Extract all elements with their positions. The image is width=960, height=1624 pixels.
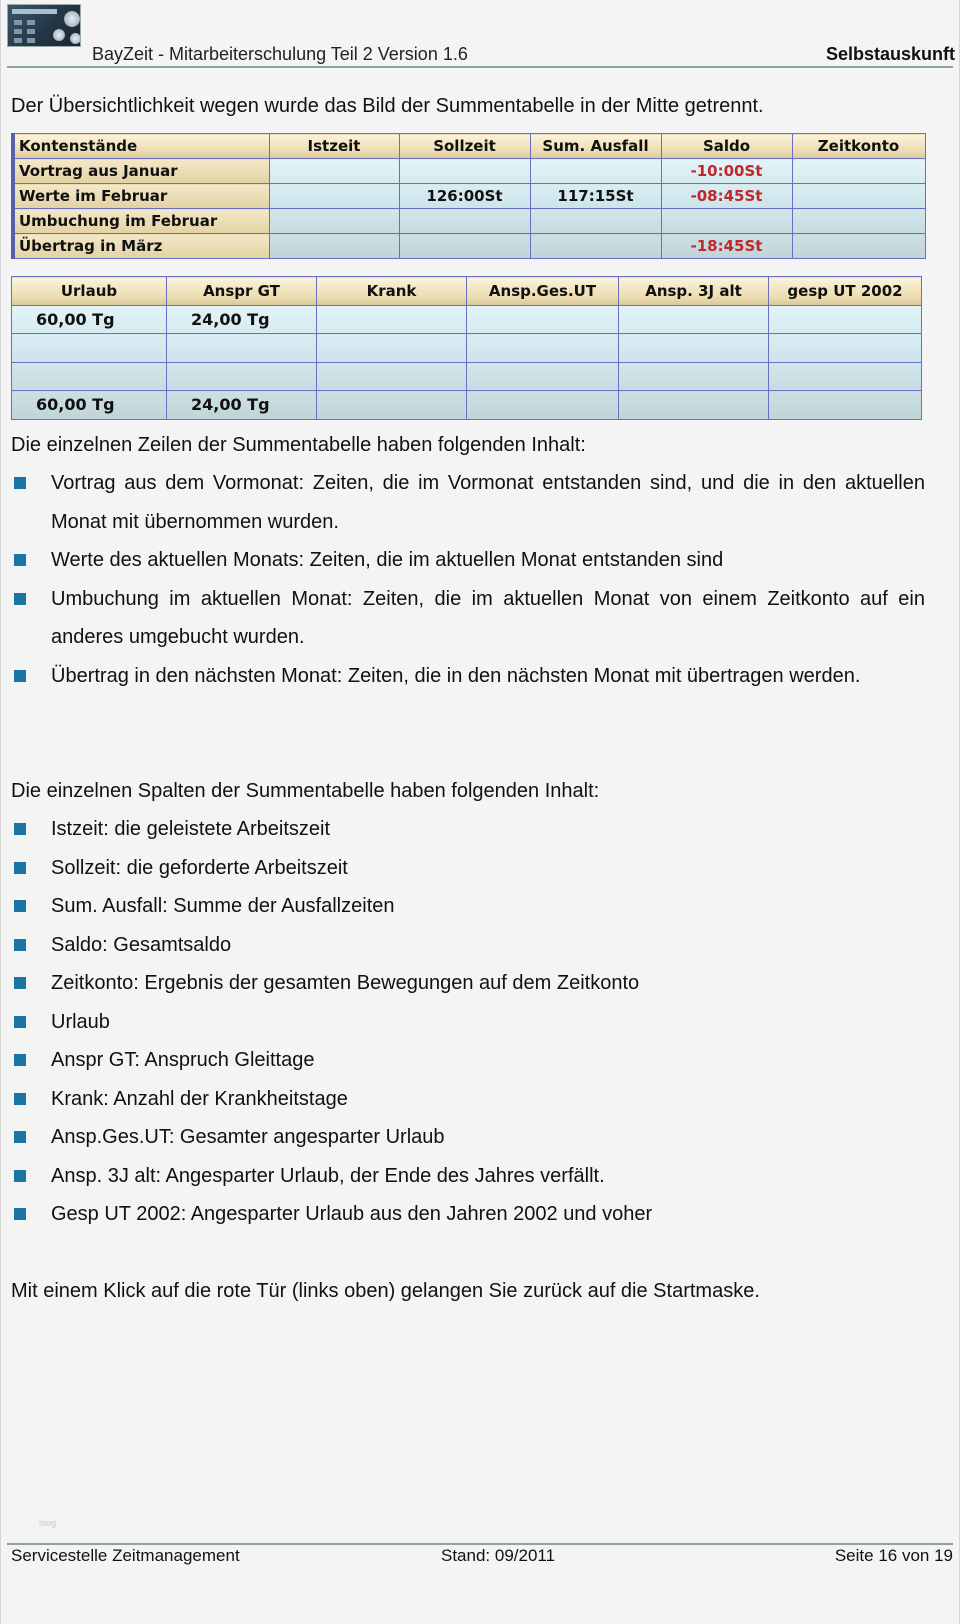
cell-saldo [661, 209, 792, 234]
list-item [11, 1003, 925, 1042]
table-row [13, 209, 925, 234]
cell-anspr-gt: 24,00 Tg [167, 305, 317, 334]
footer-page-number: Seite 16 von 19 [834, 1546, 953, 1565]
col-header-istzeit: Istzeit [269, 134, 399, 159]
square-bullet-icon [14, 670, 26, 682]
cell-gesp-ut-2002 [769, 305, 922, 334]
footer-date: Stand: 09/2011 [441, 1546, 556, 1565]
cell-saldo: -08:45St [661, 184, 792, 209]
list-item [11, 541, 925, 580]
cell-ansp-3j-alt [619, 334, 769, 363]
list-item-text: Gesp UT 2002: Angesparter Urlaub aus den Jahren 2002 und voher [51, 1203, 653, 1225]
cell-anspr-gt: 24,00 Tg [167, 391, 317, 420]
section-title: Selbstauskunft [825, 44, 955, 64]
cell-krank [317, 362, 467, 391]
square-bullet-icon [14, 593, 26, 605]
columns-section-heading: Die einzelnen Spalten der Summentabelle haben folgenden Inhalt: [11, 780, 600, 802]
list-item [11, 1041, 925, 1080]
cell-gesp-ut-2002 [769, 391, 922, 420]
cell-ansp-ges-ut [467, 334, 619, 363]
list-item [11, 1080, 925, 1119]
list-item [11, 1195, 925, 1234]
cell-ausfall [530, 234, 661, 259]
cell-urlaub: 60,00 Tg [12, 391, 167, 420]
list-item-text: Krank: Anzahl der Krankheitstage [51, 1087, 348, 1110]
col-header-ansp-ges-ut: Ansp.Ges.UT [467, 277, 619, 306]
cell-ansp-3j-alt [619, 305, 769, 334]
cell-saldo: -10:00St [661, 159, 792, 184]
col-header-sum-ausfall: Sum. Ausfall [530, 134, 661, 159]
list-item [11, 580, 925, 657]
table-row [12, 391, 922, 420]
cell-zeitkonto [792, 159, 925, 184]
header-divider [7, 66, 953, 68]
footer-organization: Servicestelle Zeitmanagement [11, 1546, 240, 1565]
table-row [12, 305, 922, 334]
list-item [11, 887, 925, 926]
col-header-urlaub: Urlaub [12, 277, 167, 306]
cell-ansp-ges-ut [467, 391, 619, 420]
list-item-text: Istzeit: die geleistete Arbeitszeit [51, 818, 331, 840]
cell-urlaub [12, 334, 167, 363]
list-item [11, 1157, 925, 1196]
table-row [13, 184, 925, 209]
table-row [12, 334, 922, 363]
watermark: blog [39, 1518, 57, 1528]
list-item [11, 657, 925, 696]
cell-ansp-ges-ut [467, 362, 619, 391]
col-header-saldo: Saldo [661, 134, 792, 159]
cell-krank [317, 305, 467, 334]
row-label: Umbuchung im Februar [13, 209, 269, 234]
table-row [13, 234, 925, 259]
square-bullet-icon [14, 1016, 26, 1028]
cell-zeitkonto [792, 184, 925, 209]
list-item-text: Zeitkonto: Ergebnis der gesamten Bewegungen auf dem Zeitkonto [51, 972, 640, 994]
table-row [12, 362, 922, 391]
list-item [11, 464, 925, 541]
list-item-text: Umbuchung im aktuellen Monat: Zeiten, die im aktuellen Monat von einem Zeitkonto auf ein anderes umgebucht wurden. [51, 587, 925, 648]
list-item-text: Saldo: Gesamtsaldo [51, 933, 232, 956]
list-item-text: Werte des aktuellen Monats: Zeiten, die im aktuellen Monat entstanden sind [51, 549, 724, 571]
cell-sollzeit [399, 234, 530, 259]
row-label: Werte im Februar [13, 184, 269, 209]
col-header-gesp-ut-2002: gesp UT 2002 [769, 277, 922, 306]
square-bullet-icon [14, 554, 26, 566]
cell-anspr-gt [167, 334, 317, 363]
col-header-anspr-gt: Anspr GT [167, 277, 317, 306]
square-bullet-icon [14, 900, 26, 912]
square-bullet-icon [14, 862, 26, 874]
row-label: Übertrag in März [13, 234, 269, 259]
footer-divider [7, 1543, 953, 1545]
cell-krank [317, 391, 467, 420]
cell-zeitkonto [792, 209, 925, 234]
square-bullet-icon [14, 477, 26, 489]
rows-bullet-list [11, 464, 925, 695]
list-item-text: Vortrag aus dem Vormonat: Zeiten, die im Vormonat entstanden sind, und die in den aktuellen Monat mit übernommen wurden. [51, 472, 925, 533]
cell-sollzeit [399, 209, 530, 234]
cell-ansp-3j-alt [619, 362, 769, 391]
cell-sollzeit: 126:00St [399, 184, 530, 209]
intro-text: Der Übersichtlichkeit wegen wurde das Bild der Summentabelle in der Mitte getrennt. [11, 95, 764, 117]
list-item-text: Ansp. 3J alt: Angesparter Urlaub, der Ende des Jahres verfällt. [51, 1164, 605, 1187]
list-item-text: Anspr GT: Anspruch Gleittage [51, 1049, 315, 1071]
list-item [11, 926, 925, 965]
square-bullet-icon [14, 1170, 26, 1182]
square-bullet-icon [14, 1093, 26, 1105]
list-item-text: Übertrag in den nächsten Monat: Zeiten, die in den nächsten Monat mit übertragen werden. [51, 664, 861, 687]
leave-balances-table [11, 276, 922, 420]
closing-text: Mit einem Klick auf die rote Tür (links oben) gelangen Sie zurück auf die Startmaske. [11, 1280, 760, 1302]
bayzeit-logo-icon [7, 4, 81, 47]
square-bullet-icon [14, 1131, 26, 1143]
square-bullet-icon [14, 1208, 26, 1220]
cell-gesp-ut-2002 [769, 362, 922, 391]
cell-anspr-gt [167, 362, 317, 391]
row-label: Vortrag aus Januar [13, 159, 269, 184]
cell-gesp-ut-2002 [769, 334, 922, 363]
account-balances-table [11, 133, 926, 259]
table-header-row [13, 134, 925, 159]
col-header-kontenstaende: Kontenstände [13, 134, 269, 159]
list-item-text: Urlaub [51, 1010, 110, 1033]
table-row [13, 159, 925, 184]
cell-urlaub [12, 362, 167, 391]
list-item-text: Sum. Ausfall: Summe der Ausfallzeiten [51, 895, 395, 917]
rows-section-heading: Die einzelnen Zeilen der Summentabelle haben folgenden Inhalt: [11, 434, 586, 456]
list-item [11, 810, 925, 849]
list-item-text: Sollzeit: die geforderte Arbeitszeit [51, 856, 348, 879]
list-item [11, 964, 925, 1003]
square-bullet-icon [14, 823, 26, 835]
list-item [11, 1118, 925, 1157]
col-header-ansp-3j-alt: Ansp. 3J alt [619, 277, 769, 306]
cell-zeitkonto [792, 234, 925, 259]
col-header-zeitkonto: Zeitkonto [792, 134, 925, 159]
cell-ausfall [530, 209, 661, 234]
col-header-krank: Krank [317, 277, 467, 306]
cell-istzeit [269, 234, 399, 259]
cell-istzeit [269, 184, 399, 209]
cell-sollzeit [399, 159, 530, 184]
cell-istzeit [269, 159, 399, 184]
cell-ansp-3j-alt [619, 391, 769, 420]
list-item-text: Ansp.Ges.UT: Gesamter angesparter Urlaub [51, 1126, 445, 1148]
cell-krank [317, 334, 467, 363]
square-bullet-icon [14, 939, 26, 951]
cell-saldo: -18:45St [661, 234, 792, 259]
list-item [11, 849, 925, 888]
square-bullet-icon [14, 977, 26, 989]
cell-ausfall: 117:15St [530, 184, 661, 209]
cell-istzeit [269, 209, 399, 234]
square-bullet-icon [14, 1054, 26, 1066]
cell-urlaub: 60,00 Tg [12, 305, 167, 334]
table-header-row [12, 277, 922, 306]
cell-ansp-ges-ut [467, 305, 619, 334]
columns-bullet-list [11, 810, 925, 1234]
document-title: BayZeit - Mitarbeiterschulung Teil 2 Version 1.6 [92, 44, 468, 64]
cell-ausfall [530, 159, 661, 184]
col-header-sollzeit: Sollzeit [399, 134, 530, 159]
